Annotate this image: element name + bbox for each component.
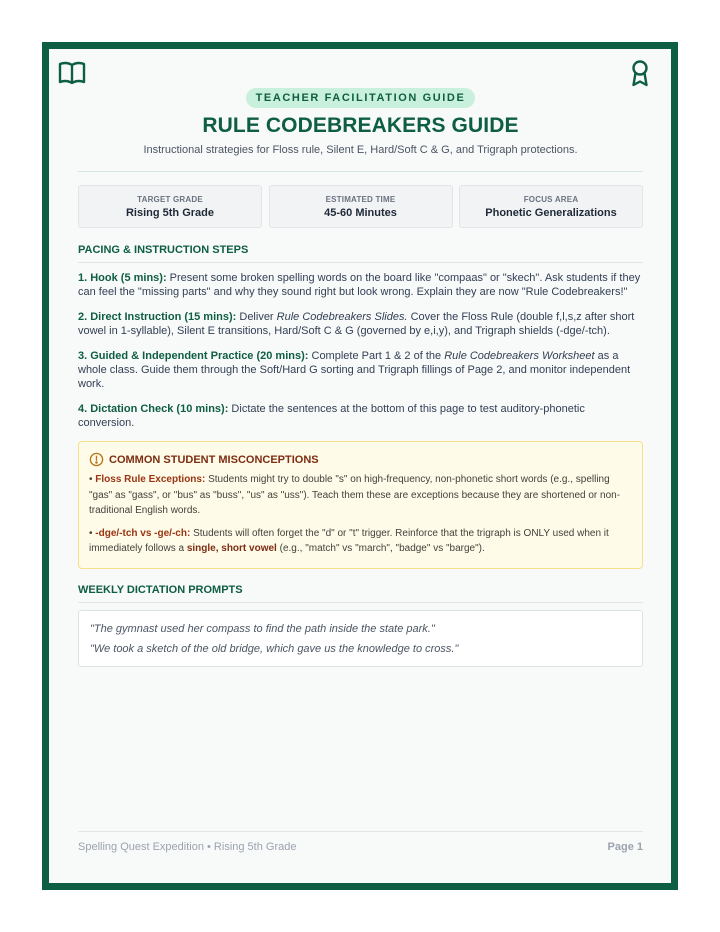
stat-card-target-grade xyxy=(78,185,262,228)
misconceptions-callout xyxy=(78,441,643,569)
step-resource-name: Rule Codebreakers Worksheet xyxy=(444,350,595,362)
step-text: as a whole class. Guide them through the Soft/Hard G sorting and Trigraph fillings of Page 2, and monitor independent work. xyxy=(78,350,631,390)
step-resource-name: Rule Codebreakers Slides. xyxy=(276,311,408,323)
dictation-prompts-box xyxy=(78,610,643,667)
dictation-heading: WEEKLY DICTATION PROMPTS xyxy=(78,584,643,603)
header-divider xyxy=(78,171,643,172)
pacing-heading: PACING & INSTRUCTION STEPS xyxy=(78,244,643,263)
footer-course-label: Spelling Quest Expedition • Rising 5th Grade xyxy=(78,841,297,853)
misconceptions-header xyxy=(89,452,632,467)
alert-circle-icon xyxy=(89,452,104,467)
page-subtitle: Instructional strategies for Floss rule, Silent E, Hard/Soft C & G, and Trigraph protections. xyxy=(143,144,578,156)
stat-label: FOCUS AREA xyxy=(523,195,579,204)
step-text: Complete Part 1 & 2 of the xyxy=(308,350,445,362)
misconception-emphasis: single, short vowel xyxy=(186,543,277,554)
step-title: 1. Hook (5 mins): xyxy=(78,272,167,284)
step-title: 3. Guided & Independent Practice (20 mins): xyxy=(78,350,309,362)
stat-value: Phonetic Generalizations xyxy=(485,207,617,219)
misconception-item: • -dge/-tch vs -ge/-ch: Students will often forget the "d" or "t" trigger. Reinforce that the trigraph is ONLY used when it immediately follows a single, short vowel (e.g., "match" vs "march", "badge" vs "barge"). xyxy=(89,527,609,554)
page-frame xyxy=(42,42,678,890)
misconception-text: Students might try to double "s" on high-frequency, non-phonetic short words (e.g., spelling "gas" as "gass", or "bus" as "buss", "us" as "uss"). Teach them these are exceptions because they are shortened or non-traditional English words. xyxy=(89,474,621,516)
step-text: Deliver xyxy=(236,311,277,323)
page-title: RULE CODEBREAKERS GUIDE xyxy=(202,114,519,137)
dictation-prompt: "The gymnast used her compass to find the path inside the state park." xyxy=(90,623,435,635)
misconception-title: Floss Rule Exceptions: xyxy=(95,474,206,485)
open-book-icon xyxy=(57,58,87,88)
misconception-title: -dge/-tch vs -ge/-ch: xyxy=(95,527,191,539)
step-title: 4. Dictation Check (10 mins): xyxy=(78,403,229,415)
step-text: Dictate the sentences at the bottom of this page to test auditory-phonetic conversion. xyxy=(78,403,585,429)
stat-card-estimated-time xyxy=(269,185,453,228)
stats-row xyxy=(78,185,643,228)
misconception-text: Students will often forget the "d" or "t" trigger. Reinforce that the trigraph is ONLY used when it immediately follows a xyxy=(89,527,609,554)
page-footer xyxy=(78,831,643,853)
step-text: Present some broken spelling words on the board like "compaas" or "skech". Ask students if they can feel the "missing parts" and why they sound right but look wrong. Explain they are now "Rule Codebreakers!" xyxy=(78,272,641,298)
misconception-text: (e.g., "match" vs "march", "badge" vs "barge"). xyxy=(276,543,485,554)
misconceptions-heading: COMMON STUDENT MISCONCEPTIONS xyxy=(109,453,319,466)
step-direct-instruction xyxy=(78,310,643,338)
stat-value: 45-60 Minutes xyxy=(324,207,397,219)
step-guided-practice xyxy=(78,349,643,391)
stat-card-focus-area xyxy=(459,185,643,228)
step-text: Cover the Floss Rule (double f,l,s,z after short vowel in 1-syllable), Silent E transitions, Hard/Soft C & G (governed by e,i,y), and Trigraph shields (-dge/-tch). xyxy=(78,311,635,337)
guide-type-badge: TEACHER FACILITATION GUIDE xyxy=(246,88,476,108)
stat-label: TARGET GRADE xyxy=(137,195,203,204)
stat-value: Rising 5th Grade xyxy=(125,207,215,219)
stat-label: ESTIMATED TIME xyxy=(325,195,396,204)
step-dictation-check xyxy=(78,402,643,430)
award-ribbon-icon xyxy=(625,58,655,88)
dictation-prompt: "We took a sketch of the old bridge, which gave us the knowledge to cross." xyxy=(90,643,459,655)
step-title: 2. Direct Instruction (15 mins): xyxy=(78,311,237,323)
pacing-steps xyxy=(78,271,643,430)
page-number: Page 1 xyxy=(607,841,643,853)
misconception-item: • Floss Rule Exceptions: Students might try to double "s" on high-frequency, non-phonetic short words (e.g., spelling "gas" as "gass", or "bus" as "buss", "us" as "uss"). Teach them these are exceptions because they are shortened or non-traditional English words. xyxy=(89,474,621,516)
step-hook xyxy=(78,271,643,299)
